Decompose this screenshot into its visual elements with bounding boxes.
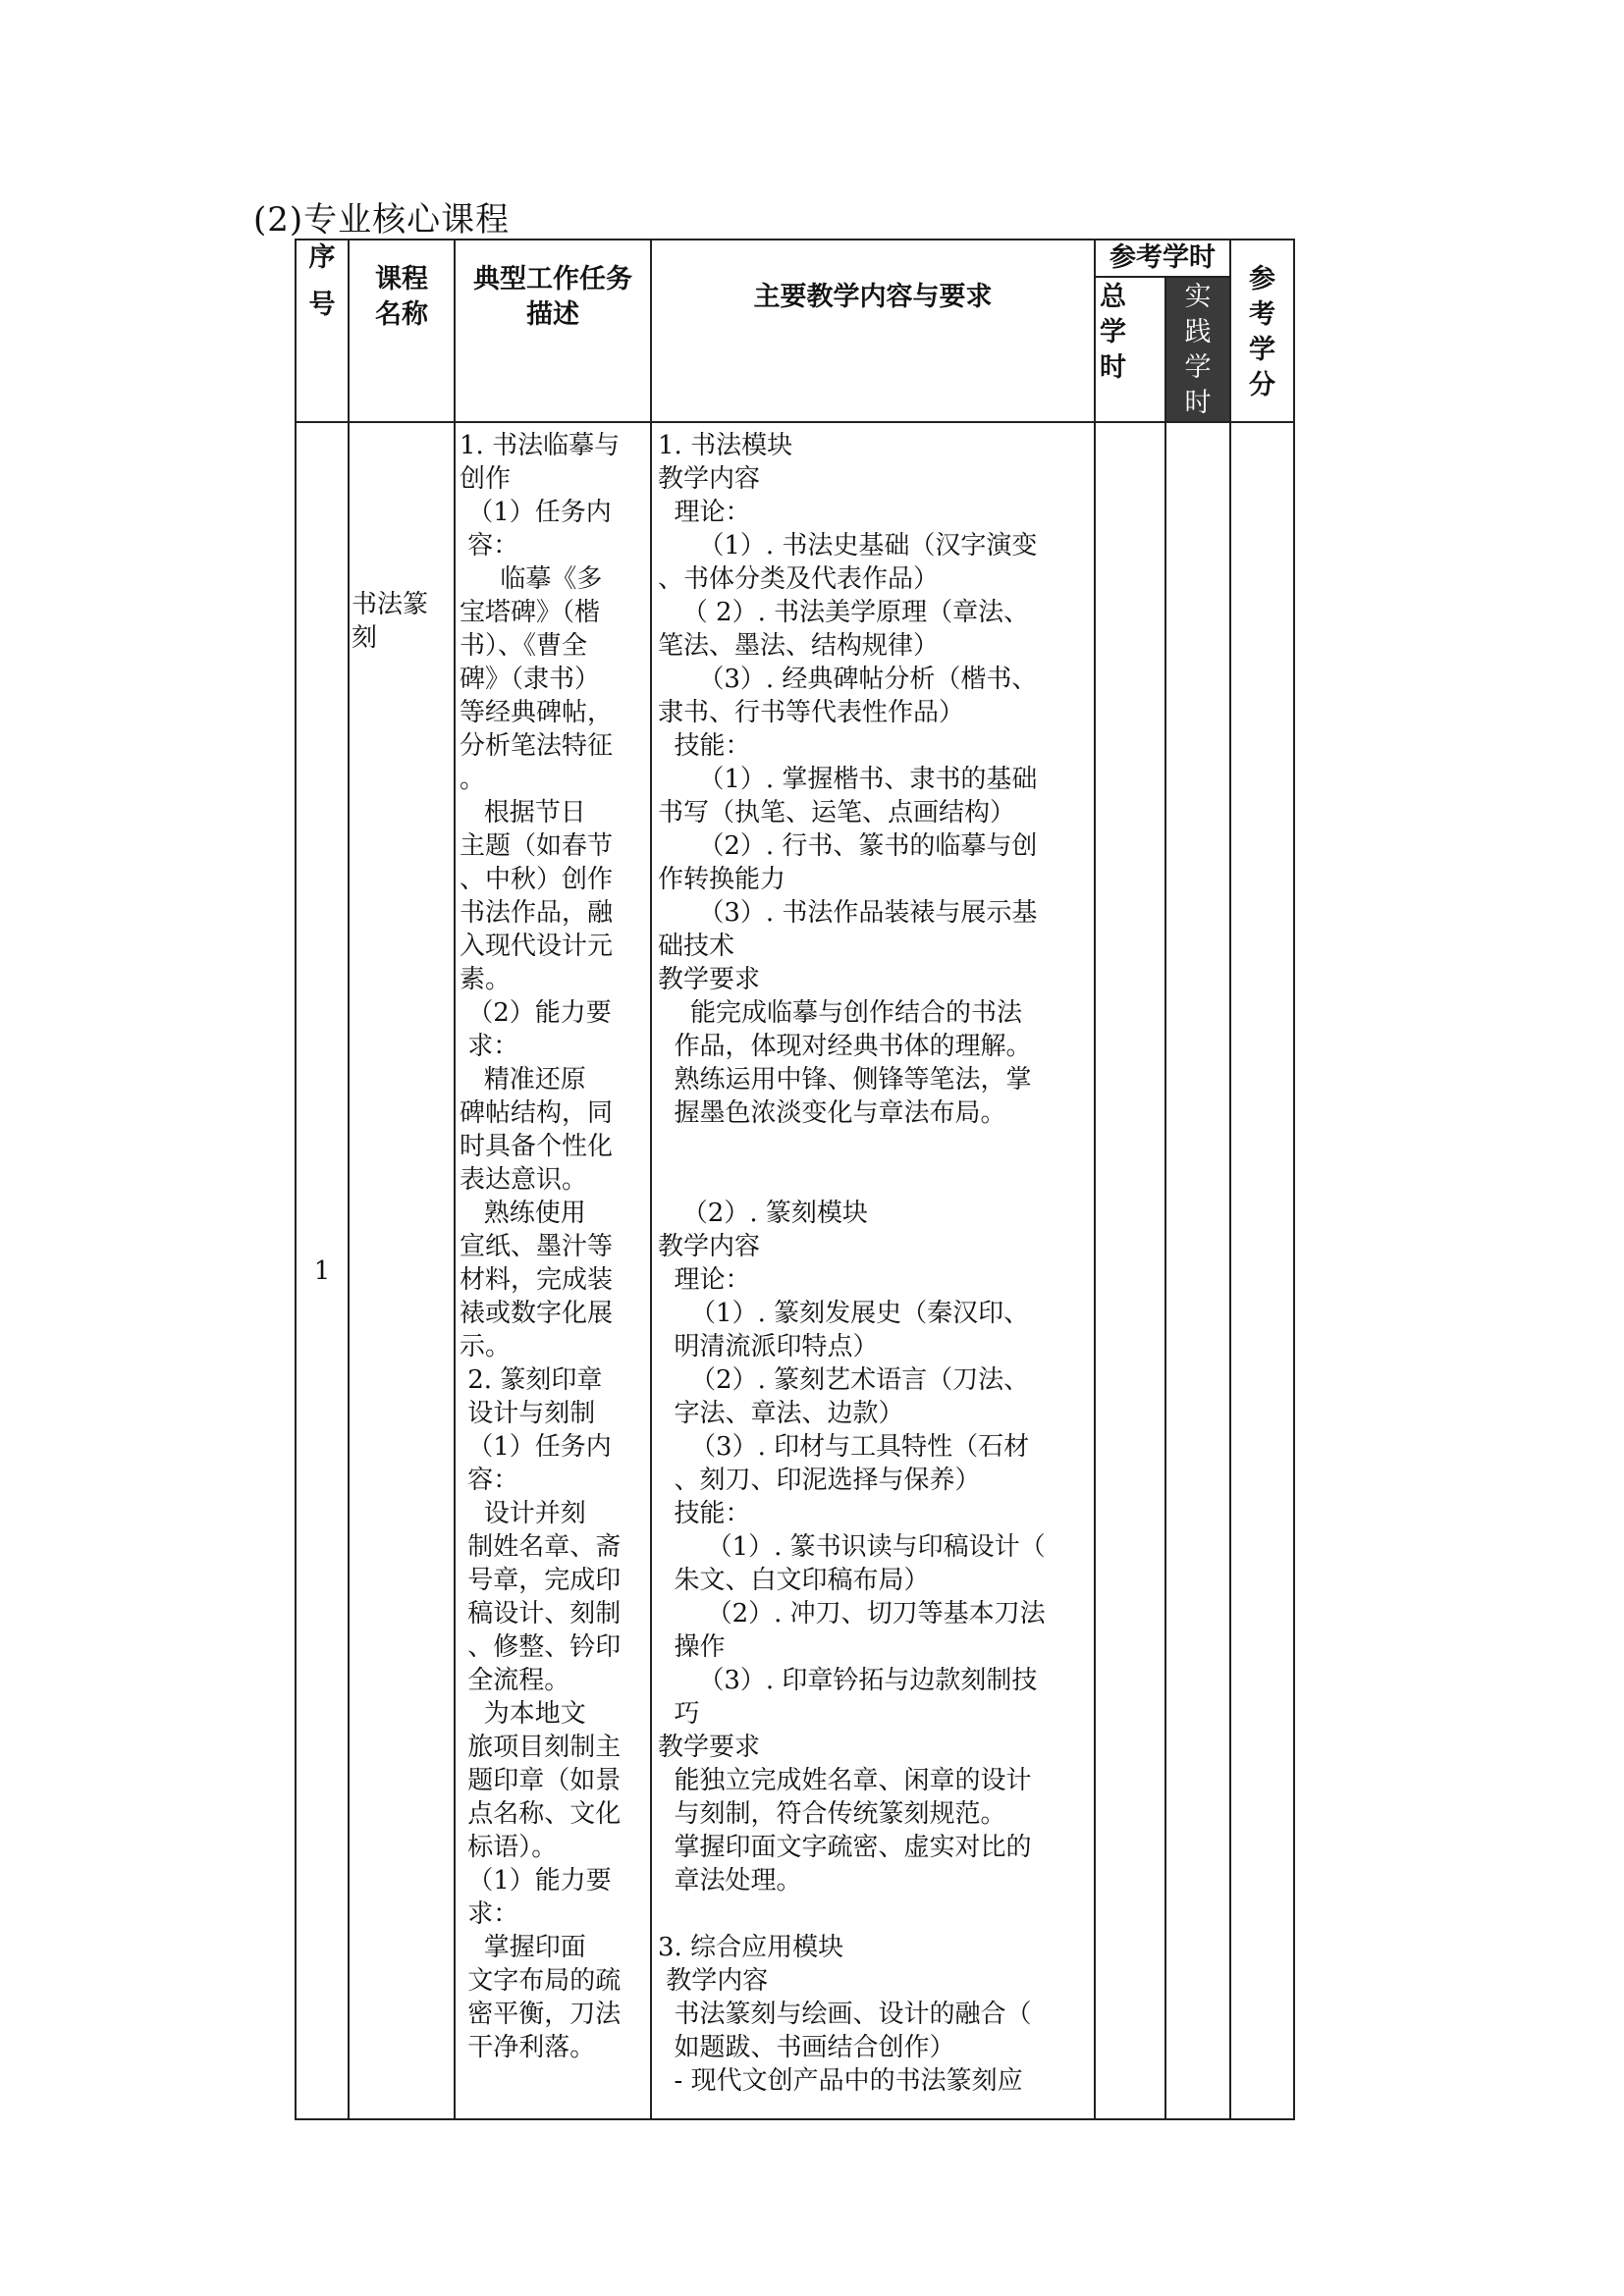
content-line xyxy=(658,1130,1094,1163)
content-line: （2）. 行书、篆书的临摹与创 xyxy=(658,831,1038,861)
header-seq-line: 号 xyxy=(308,290,336,320)
task-line: 。 xyxy=(460,765,486,794)
content-line: 3. 综合应用模块 xyxy=(658,1933,844,1962)
header-credits-char: 分 xyxy=(1249,370,1275,400)
task-line: 1. 书法临摹与 xyxy=(460,431,621,460)
content-line: 作转换能力 xyxy=(658,865,786,894)
content-line: - 现代文创产品中的书法篆刻应 xyxy=(658,2066,1023,2096)
header-total-char: 总 xyxy=(1100,282,1126,312)
header-total-char: 学 xyxy=(1100,317,1126,347)
row-seq: 1 xyxy=(296,422,349,2119)
task-line: 2. 篆刻印章 xyxy=(460,1365,603,1395)
task-line: 材料，完成装 xyxy=(460,1265,614,1295)
header-credits-char: 考 xyxy=(1249,299,1275,330)
task-line: 碑帖结构，同 xyxy=(460,1098,614,1128)
task-line: 号章，完成印 xyxy=(460,1566,622,1595)
task-description-text xyxy=(456,423,650,2064)
task-line: 求： xyxy=(460,1899,519,1929)
content-line: （3）. 经典碑帖分析（楷书、 xyxy=(658,665,1038,694)
task-line: 文字布局的疏 xyxy=(460,1966,622,1996)
header-total-char: 时 xyxy=(1100,352,1126,383)
content-line: （2）. 冲刀、切刀等基本刀法 xyxy=(658,1599,1046,1629)
header-practice-char: 践 xyxy=(1184,317,1212,347)
section-heading: (2)专业核心课程 xyxy=(253,200,511,240)
header-ref-hours-label: 参考学时 xyxy=(1110,242,1216,273)
content-line: 理论： xyxy=(658,498,751,527)
task-line: 题印章（如景 xyxy=(460,1766,622,1795)
task-line: 制姓名章、斋 xyxy=(460,1532,622,1562)
content-line: 操作 xyxy=(658,1632,726,1662)
header-course-name xyxy=(349,240,455,422)
task-line: 主题（如春节 xyxy=(460,831,614,861)
task-line: 全流程。 xyxy=(460,1666,570,1695)
task-line: 密平衡，刀法 xyxy=(460,2000,622,2029)
task-line: 设计与刻制 xyxy=(460,1399,596,1428)
header-seq-line: 序 xyxy=(308,242,336,273)
content-line: 理论： xyxy=(658,1265,751,1295)
content-line: 、刻刀、印泥选择与保养） xyxy=(658,1466,981,1495)
task-line: 等经典碑帖， xyxy=(460,698,614,727)
content-line: 朱文、白文印稿布局） xyxy=(658,1566,930,1595)
content-line: （ 2）. 书法美学原理（章法、 xyxy=(658,598,1030,627)
task-line: 入现代设计元 xyxy=(460,932,614,961)
task-line: 裱或数字化展 xyxy=(460,1299,614,1328)
content-line: 教学要求 xyxy=(658,965,761,994)
task-line: 书法作品，融 xyxy=(460,898,614,928)
task-line: 碑》（隶书） xyxy=(460,665,601,694)
course-name-line: 书法篆 xyxy=(352,590,429,619)
content-line: 作品，体现对经典书体的理解。 xyxy=(658,1032,1032,1061)
task-line: 书）、《曹全 xyxy=(460,631,588,661)
header-credits-char: 学 xyxy=(1249,335,1275,365)
course-name-line: 刻 xyxy=(352,623,378,653)
task-line: （1）任务内 xyxy=(460,498,612,527)
task-line: 分析笔法特征 xyxy=(460,731,614,761)
header-practice-char: 学 xyxy=(1184,352,1212,383)
task-line: 掌握印面 xyxy=(460,1933,586,1962)
content-line: （3）. 印材与工具特性（石材 xyxy=(658,1432,1030,1462)
task-line: 示。 xyxy=(460,1332,512,1362)
header-practice-hours xyxy=(1165,277,1230,422)
content-line: （1）. 掌握楷书、隶书的基础 xyxy=(658,765,1038,794)
content-line: 能完成临摹与创作结合的书法 xyxy=(658,998,1023,1028)
header-ref-credits xyxy=(1230,240,1294,422)
task-line: 为本地文 xyxy=(460,1699,586,1729)
task-line: 干净利落。 xyxy=(460,2033,596,2062)
task-line: （1）任务内 xyxy=(460,1432,612,1462)
content-line: 技能： xyxy=(658,1499,751,1528)
content-line: 教学要求 xyxy=(658,1733,761,1762)
content-line: 1. 书法模块 xyxy=(658,431,793,460)
header-task-description xyxy=(455,240,651,422)
content-line: 掌握印面文字疏密、虚实对比的 xyxy=(658,1833,1032,1862)
content-line: 隶书、行书等代表性作品） xyxy=(658,698,965,727)
content-line: 书法篆刻与绘画、设计的融合（ xyxy=(658,2000,1032,2029)
core-course-table xyxy=(295,239,1295,2120)
content-line: 能独立完成姓名章、闲章的设计 xyxy=(658,1766,1032,1795)
task-line: 、修整、钤印 xyxy=(460,1632,622,1662)
task-line: 标语）。 xyxy=(460,1833,558,1862)
content-line: （2）. 篆刻艺术语言（刀法、 xyxy=(658,1365,1030,1395)
content-line: 章法处理。 xyxy=(658,1866,802,1896)
content-requirements-text xyxy=(652,423,1094,2098)
content-line: 巧 xyxy=(658,1699,700,1729)
task-line: 宝塔碑》（楷 xyxy=(460,598,601,627)
content-line: 教学内容 xyxy=(658,1232,761,1261)
content-line: 书写（执笔、运笔、点画结构） xyxy=(658,798,1016,828)
content-line: 握墨色浓淡变化与章法布局。 xyxy=(658,1098,1006,1128)
content-line: 笔法、墨法、结构规律） xyxy=(658,631,940,661)
content-line: 熟练运用中锋、侧锋等笔法，掌 xyxy=(658,1065,1032,1095)
header-task-line: 描述 xyxy=(526,299,579,330)
content-line: 教学内容 xyxy=(658,1966,769,1996)
content-line: （2）. 篆刻模块 xyxy=(658,1199,868,1228)
content-line: （3）. 印章钤拓与边款刻制技 xyxy=(658,1666,1038,1695)
header-total-hours xyxy=(1095,277,1165,422)
task-line: 点名称、文化 xyxy=(460,1799,622,1829)
task-line: 创作 xyxy=(460,464,512,494)
header-practice-char: 时 xyxy=(1184,388,1212,418)
row-total-hours xyxy=(1095,422,1165,2119)
content-line: （1）. 篆书识读与印稿设计（ xyxy=(658,1532,1046,1562)
task-line: （1）能力要 xyxy=(460,1866,612,1896)
task-line: （2）能力要 xyxy=(460,998,612,1028)
header-course-name-line: 课程 xyxy=(375,264,428,294)
row-course-name xyxy=(349,422,455,2119)
task-line: 求： xyxy=(460,1032,519,1061)
task-line: 容： xyxy=(460,1466,519,1495)
header-task-line: 典型工作任务 xyxy=(473,264,632,294)
content-line: 字法、章法、边款） xyxy=(658,1399,904,1428)
task-line: 容： xyxy=(460,531,519,561)
header-ref-hours xyxy=(1095,240,1230,277)
content-line: 明清流派印特点） xyxy=(658,1332,879,1362)
content-line: 技能： xyxy=(658,731,751,761)
header-content-label: 主要教学内容与要求 xyxy=(753,282,993,312)
table-row xyxy=(296,422,1294,2119)
content-line: （1）. 书法史基础（汉字演变 xyxy=(658,531,1038,561)
header-row-1 xyxy=(296,240,1294,277)
row-ref-credits xyxy=(1230,422,1294,2119)
task-line: 素。 xyxy=(460,965,512,994)
content-line: 础技术 xyxy=(658,932,735,961)
content-line: 与刻制，符合传统篆刻规范。 xyxy=(658,1799,1006,1829)
header-practice-char: 实 xyxy=(1184,282,1212,312)
content-line xyxy=(658,1163,1094,1197)
task-line: 、中秋）创作 xyxy=(460,865,614,894)
task-line: 熟练使用 xyxy=(460,1199,586,1228)
content-line: （3）. 书法作品装裱与展示基 xyxy=(658,898,1038,928)
content-line xyxy=(658,1897,1094,1931)
row-task-description xyxy=(455,422,651,2119)
task-line: 表达意识。 xyxy=(460,1165,588,1195)
content-line: 、书体分类及代表作品） xyxy=(658,564,940,594)
header-content xyxy=(651,240,1095,422)
content-line: （1）. 篆刻发展史（秦汉印、 xyxy=(658,1299,1030,1328)
task-line: 精准还原 xyxy=(460,1065,586,1095)
task-line: 根据节日 xyxy=(460,798,586,828)
row-practice-hours xyxy=(1165,422,1230,2119)
header-course-name-line: 名称 xyxy=(375,299,428,330)
header-seq xyxy=(296,240,349,422)
task-line: 设计并刻 xyxy=(460,1499,586,1528)
task-line: 旅项目刻制主 xyxy=(460,1733,622,1762)
task-line: 临摹《多 xyxy=(460,564,603,594)
task-line: 稿设计、刻制 xyxy=(460,1599,622,1629)
content-line: 教学内容 xyxy=(658,464,761,494)
header-credits-char: 参 xyxy=(1249,264,1275,294)
task-line: 时具备个性化 xyxy=(460,1132,614,1161)
task-line: 宣纸、墨汁等 xyxy=(460,1232,614,1261)
row-content xyxy=(651,422,1095,2119)
core-course-table-container xyxy=(295,239,1295,2120)
content-line: 如题跋、书画结合创作） xyxy=(658,2033,955,2062)
